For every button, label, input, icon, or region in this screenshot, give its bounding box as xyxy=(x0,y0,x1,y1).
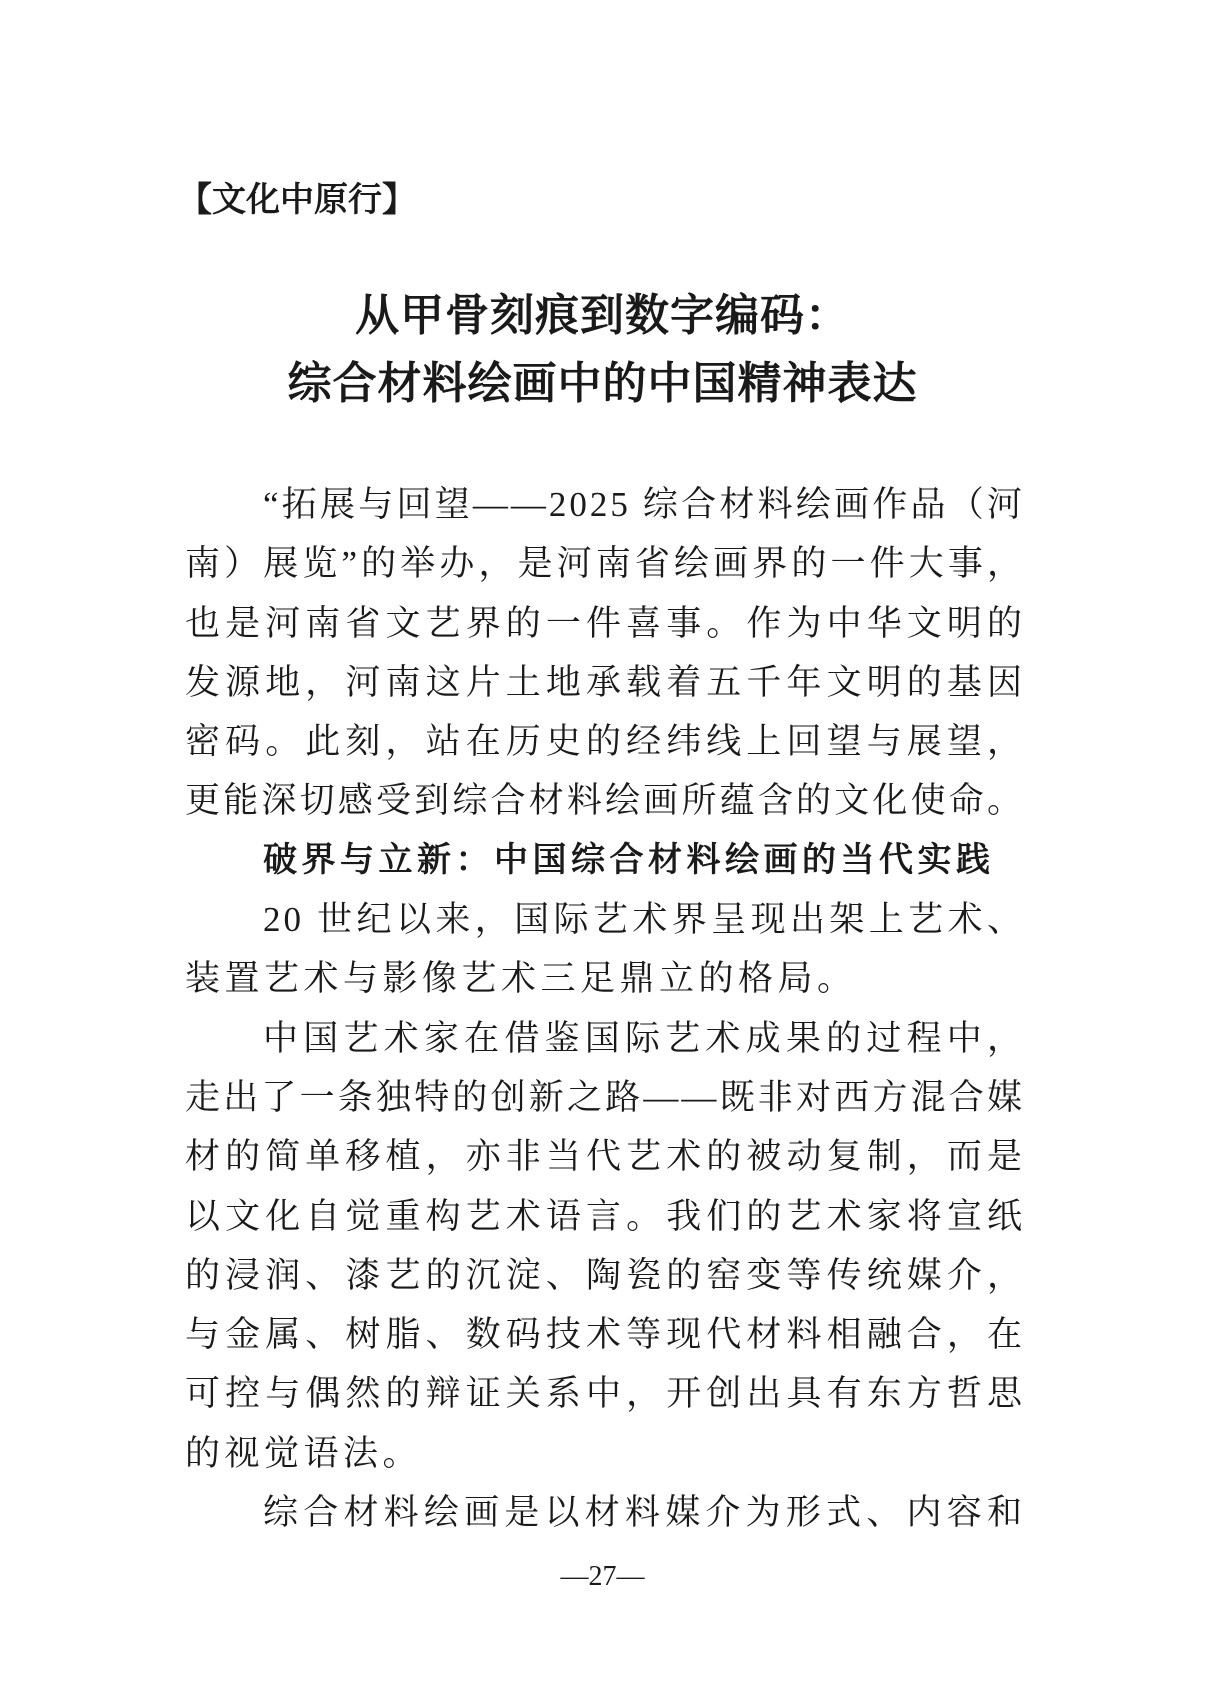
section-tag: 【文化中原行】 xyxy=(178,180,416,220)
paragraph-1-line: 也是河南省文艺界的一件喜事。作为中华文明的 xyxy=(185,603,1025,643)
page-number: —27— xyxy=(560,1561,645,1592)
paragraph-3-line: 的浸润、漆艺的沉淀、陶瓷的窑变等传统媒介， xyxy=(185,1255,1025,1295)
paragraph-1-line: 发源地，河南这片土地承载着五千年文明的基因 xyxy=(185,662,1025,702)
paragraph-1-line: 密码。此刻，站在历史的经纬线上回望与展望， xyxy=(185,722,1025,762)
article-body xyxy=(185,475,1025,1542)
paragraph-3-line: 可控与偶然的辩证关系中，开创出具有东方哲思 xyxy=(185,1374,1025,1414)
paragraph-3-line: 以文化自觉重构艺术语言。我们的艺术家将宣纸 xyxy=(185,1196,1025,1236)
paragraph-2-line: 装置艺术与影像艺术三足鼎立的格局。 xyxy=(185,959,857,999)
paragraph-3-line: 与金属、树脂、数码技术等现代材料相融合，在 xyxy=(185,1315,1025,1355)
paragraph-3-line: 中国艺术家在借鉴国际艺术成果的过程中， xyxy=(263,1018,1025,1058)
paragraph-3-line: 的视觉语法。 xyxy=(185,1433,423,1473)
paragraph-4-line: 综合材料绘画是以材料媒介为形式、内容和 xyxy=(263,1493,1025,1533)
paragraph-1-line: 更能深切感受到综合材料绘画所蕴含的文化使命。 xyxy=(185,781,1025,821)
article-title-line-2: 综合材料绘画中的中国精神表达 xyxy=(287,358,918,409)
paragraph-3-line: 材的简单移植，亦非当代艺术的被动复制，而是 xyxy=(185,1137,1025,1177)
paragraph-1-line: “拓展与回望——2025 综合材料绘画作品（河 xyxy=(263,485,1025,524)
section-heading: 破界与立新：中国综合材料绘画的当代实践 xyxy=(263,839,995,880)
paragraph-3-line: 走出了一条独特的创新之路——既非对西方混合媒 xyxy=(185,1077,1025,1117)
article-title-line-1: 从甲骨刻痕到数字编码： xyxy=(355,290,850,341)
paragraph-2-line: 20 世纪以来，国际艺术界呈现出架上艺术、 xyxy=(263,900,1025,940)
paragraph-1-line: 南）展览”的举办，是河南省绘画界的一件大事， xyxy=(185,544,1025,584)
